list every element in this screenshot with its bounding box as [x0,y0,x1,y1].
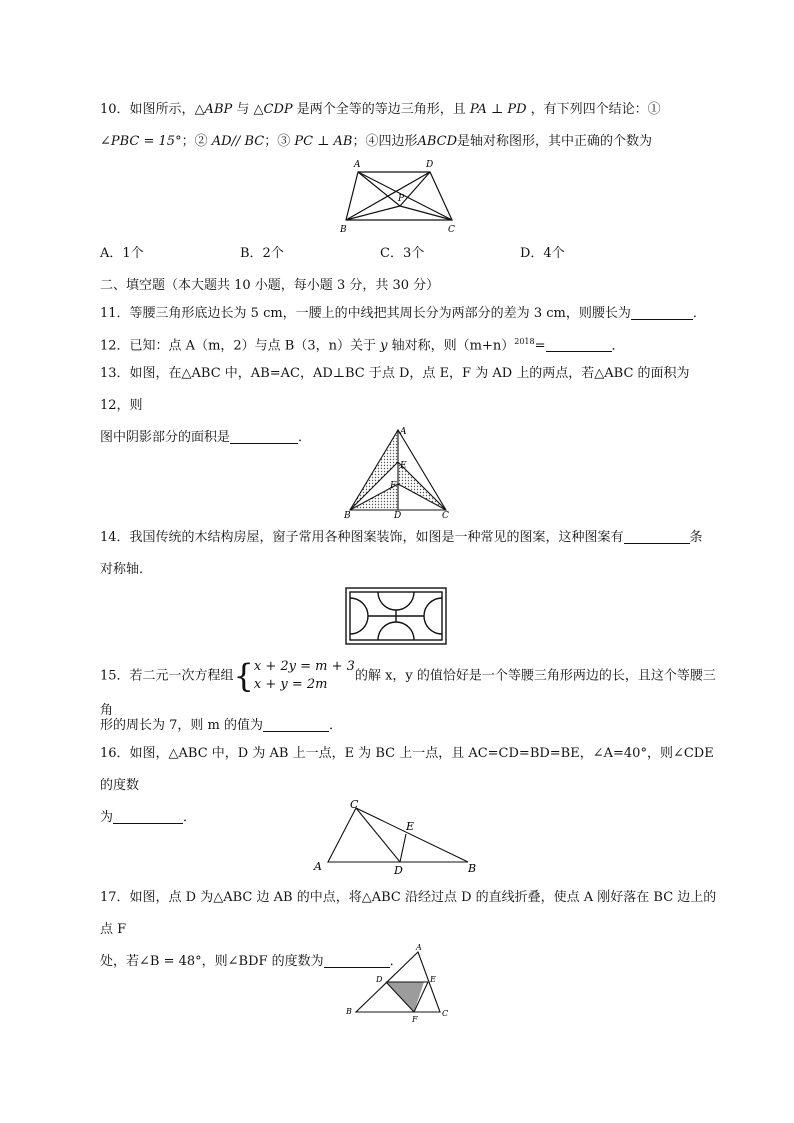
q14-window-pattern [344,586,448,646]
q13-label-b: B [344,511,351,520]
q13-label-e: E [400,461,407,471]
q15-blank [263,715,329,732]
q10-label-d: D [426,160,434,170]
q12 [100,326,722,362]
q10-option-a: A．1个 [100,246,144,261]
q12-exponent: 2018 [514,337,535,346]
q12-equals: = [534,338,546,354]
q12-text-a: 12．已知：点 [100,338,182,354]
q10-label-a: A [354,160,361,170]
q14-blank [624,527,690,544]
q13-line1: 13．如图，在△ABC 中，AB=AC，AD⊥BC 于点 D，点 E，F 为 AD 上的两点，若△ABC 的面积为 12，则 [100,366,690,413]
q17-label-b: B [346,1007,352,1016]
q10-text-a: 如图所示， [129,102,195,117]
q16-line1: 16．如图，△ABC 中，D 为 AB 上一点，E 为 BC 上一点，且 AC=CD=BD=BE，∠A=40°，则∠CDE 的度数 [100,746,714,793]
q15-eq1: x + 2y = m + 3 [253,659,355,674]
q15-text-a: 15．若二元一次方程组 [100,668,234,684]
q10-label-b: B [340,225,347,235]
q16-label-c: C [350,798,359,811]
q15-line2-text: 形的周长为 7，则 m 的值为 [100,718,263,733]
q14 [100,522,722,586]
q10-tri2: △CDP [253,102,293,117]
q10-option-d: D．4个 [520,246,565,261]
q10-text-b: 与 [232,102,254,117]
q13-period: ． [298,430,312,445]
q12-text-b: A（m，2）与点 B（3，n）关于 [181,338,381,354]
q13-blank [230,427,298,444]
q10-conclusion-3: PC ⊥ AB [294,134,353,149]
q15-text-b: 的解 x，y 的值恰好是一个等腰三角形两边的长，且这个等腰三角 [100,668,716,718]
q17-label-a: A [416,944,422,952]
q16-line2: 为 [100,810,114,825]
q16-label-a: A [314,860,322,873]
q10-line2-end: 是轴对称图形，其中正确的个数为 [457,134,653,149]
q17-label-c: C [442,1009,449,1018]
q10-option-c: C．3个 [380,246,425,261]
q10-c2-prefix: ；② [181,134,212,149]
q17-label-e: E [430,975,436,984]
q11-text: 11．等腰三角形底边长为 5 cm，一腰上的中线把其周长分为两部分的差为 3 cm，则腰长为 [100,306,631,321]
q10-c3-prefix: ；③ [264,134,295,149]
q14-line2: 对称轴． [100,562,153,577]
q10-text [100,94,722,158]
q10-conclusion-1: ∠PBC = 15° [100,134,182,149]
q13-label-d: D [394,511,402,520]
q12-blank [546,335,612,352]
q17-label-f: F [412,1015,418,1024]
q17-line1: 17．如图，点 D 为△ABC 边 AB 的中点，将△ABC 沿经过点 D 的直线折叠，使点 A 刚好落在 BC 边上的点 F [100,890,717,937]
q17-period: ． [389,954,403,969]
q10-perp: PA ⊥ PD [469,102,527,117]
q10-options [100,242,660,264]
q16-period: ． [183,810,197,825]
q16-label-b: B [468,862,477,875]
q12-period: ． [611,338,625,354]
q10-option-b: B．2个 [240,246,284,261]
q17-figure [344,944,454,1024]
q10-text-c: 是两个全等的等边三角形，且 [292,102,470,117]
q10-label-c: C [448,225,455,235]
q10-c4-prefix: ；④四边形 [352,134,418,149]
q14-tail: 条 [689,530,703,545]
q15-brace: { [233,657,254,695]
q10-tri1: △ABP [194,102,233,117]
section-heading: 二、填空题（本大题共 10 小题，每小题 3 分，共 30 分） [100,278,440,293]
q10-quad: ABCD [417,134,458,149]
q13-line2: 图中阴影部分的面积是 [100,430,231,445]
q10-conclusion-2: AD// BC [211,134,265,149]
q13-label-c: C [442,511,449,520]
q10-figure [336,156,466,236]
q17-line2: 处，若∠B = 48°，则∠BDF 的度数为 [100,954,324,969]
q13-label-f: F [390,481,397,491]
q15-eq2: x + y = 2m [253,677,328,692]
q10-number: 10． [100,102,130,117]
q10-text-d: ，有下列四个结论：① [526,102,661,117]
q11-blank [631,303,693,320]
q12-y: y [380,338,388,354]
q11-period: ． [692,306,706,321]
q10-label-p: P [398,194,405,204]
q12-text-c: 轴对称，则（m+n） [387,338,515,354]
q16-label-e: E [406,820,415,833]
q16-figure [312,798,482,878]
q13-figure [338,422,458,520]
q17-label-d: D [376,975,383,984]
q15-system [254,658,355,694]
q14-line1: 14．我国传统的木结构房屋，窗子常用各种图案装饰，如图是一种常见的图案，这种图案有 [100,530,624,545]
q16-label-d: D [394,864,403,877]
q16-blank [113,807,183,824]
q13-label-a: A [400,427,407,437]
q15-period: ． [329,718,343,733]
